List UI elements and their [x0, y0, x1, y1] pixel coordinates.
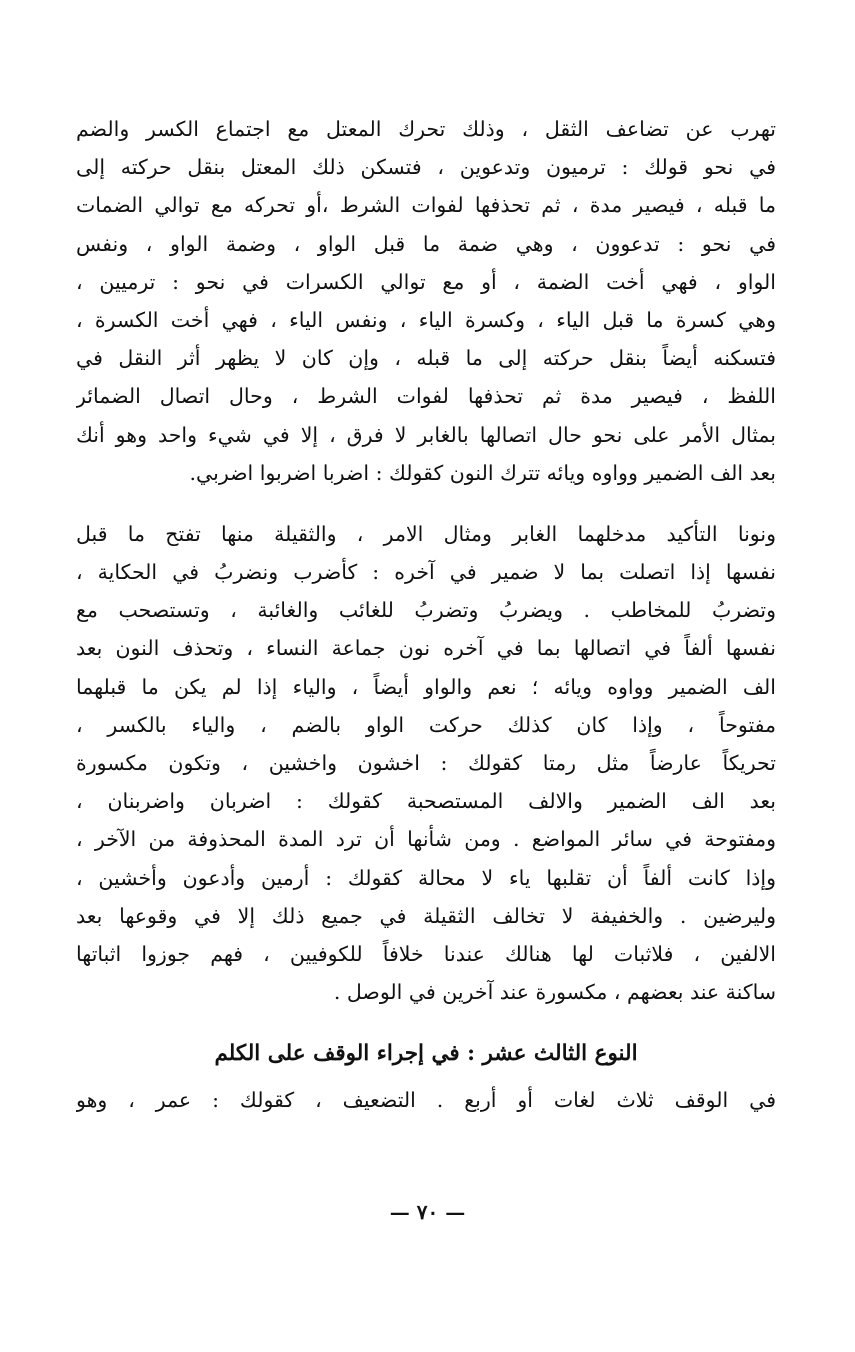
text-line: بعد الف الضمير وواوه ويائه تترك النون كقولك : اضربا اضربوا اضربي. — [189, 460, 776, 485]
page-number: — ٧٠ — — [389, 1200, 466, 1224]
text-line: بمثال الأمر على نحو حال اتصالها بالغابر لا فرق ، إلا في شيء واحد وهو أنك — [76, 422, 776, 447]
text-line: ما قبله ، فيصير مدة ، ثم تحذفها لفوات الشرط ،أو تحركه مع توالي الضمات — [76, 193, 776, 218]
text-line: مفتوحاً ، وإذا كان كذلك حركت الواو بالضم ، والياء بالكسر ، — [76, 712, 776, 737]
text-line: في الوقف ثلاث لغات أو أربع . التضعيف ، كقولك : عمر ، وهو — [76, 1088, 776, 1113]
text-line: فتسكنه أيضاً بنقل حركته إلى ما قبله ، وإن كان لا يظهر أثر النقل في — [76, 346, 776, 371]
book-page — [76, 110, 776, 1310]
text-line: ومفتوحة في سائر المواضع . ومن شأنها أن ترد المدة المحذوفة من الآخر ، — [76, 827, 776, 852]
text-line: نفسها ألفاً في اتصالها بما في آخره نون جماعة النساء ، وتحذف النون بعد — [76, 636, 776, 661]
text-line: نفسها إذا اتصلت بما لا ضمير في آخره : كأضرب ونضربُ في الحكاية ، — [76, 560, 776, 585]
text-line: وهي كسرة ما قبل الياء ، وكسرة الياء ، ونفس الياء ، فهي أخت الكسرة ، — [76, 307, 776, 332]
text-line: بعد الف الضمير والالف المستصحبة كقولك : اضربان واضربنان ، — [76, 789, 776, 814]
paragraph-3 — [76, 1081, 776, 1119]
text-line: الواو ، فهي أخت الضمة ، أو مع توالي الكسرات في نحو : ترميين ، — [76, 269, 776, 294]
text-line: الف الضمير وواوه ويائه ؛ نعم والواو أيضاً ، والياء إذا لم يكن ما قبلهما — [76, 674, 776, 699]
section-heading: النوع الثالث عشر : في إجراء الوقف على الكلم — [214, 1041, 638, 1067]
paragraph-1 — [76, 110, 776, 492]
text-line: في نحو : تدعوون ، وهي ضمة ما قبل الواو ، وضمة الواو ، ونفس — [76, 231, 776, 256]
text-line: تهرب عن تضاعف الثقل ، وذلك تحرك المعتل مع اجتماع الكسر والضم — [76, 117, 776, 141]
text-line: وتضربُ للمخاطب . ويضربُ وتضربُ للغائب والغائبة ، وتستصحب مع — [76, 598, 776, 623]
paragraph-2 — [76, 515, 776, 1011]
text-line: اللفظ ، فيصير مدة ثم تحذفها لفوات الشرط ، وحال اتصال الضمائر — [76, 384, 776, 409]
text-line: في نحو قولك : ترميون وتدعوين ، فتسكن ذلك المعتل بنقل حركته إلى — [76, 155, 776, 180]
text-line: تحريكاً عارضاً مثل رمتا كقولك : اخشون واخشين ، وتكون مكسورة — [76, 751, 776, 775]
text-line: وإذا كانت ألفاً أن تقلبها ياء لا محالة كقولك : أرمين وأدعون وأخشين ، — [76, 865, 776, 890]
text-line: ساكنة عند بعضهم ، مكسورة عند آخرين في الوصل . — [333, 980, 776, 1005]
text-line: وليرضين . والخفيفة لا تخالف الثقيلة في جميع ذلك إلا في وقوعها بعد — [76, 903, 776, 928]
text-line: ونونا التأكيد مدخلهما الغابر ومثال الامر ، والثقيلة منها تفتح ما قبل — [76, 521, 776, 546]
text-line: الالفين ، فلاثبات لها هنالك عندنا خلافاً للكوفيين ، فهم جوزوا اثباتها — [76, 941, 776, 966]
